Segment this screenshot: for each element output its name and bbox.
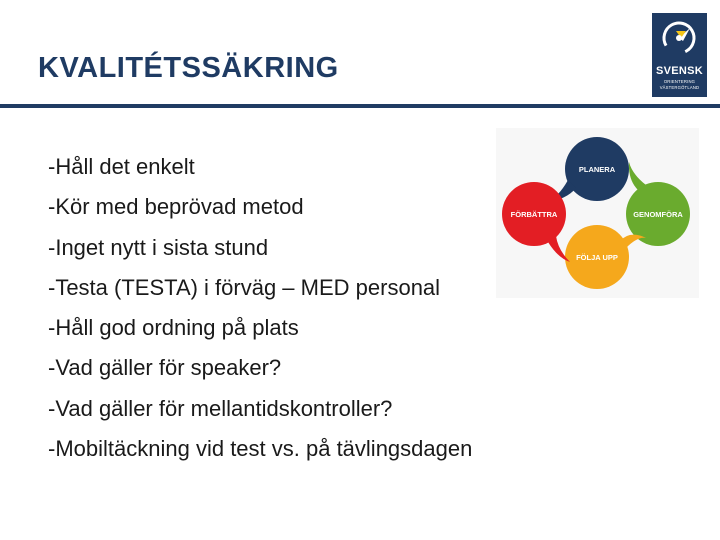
bullet-item: -Håll god ordning på plats xyxy=(48,315,299,341)
slide-title: KVALITÉTSSÄKRING xyxy=(38,52,339,84)
bullet-item: -Mobiltäckning vid test vs. på tävlingsdagen xyxy=(48,436,473,462)
stage-label-folja-upp: FÖLJA UPP xyxy=(576,253,618,262)
stage-label-forbattra: FÖRBÄTTRA xyxy=(510,210,558,219)
svensk-orientering-logo xyxy=(652,13,707,97)
pdca-cycle-diagram xyxy=(496,128,699,298)
stage-label-planera: PLANERA xyxy=(578,165,616,174)
bullet-item: -Håll det enkelt xyxy=(48,154,195,179)
bullet-list xyxy=(48,147,472,469)
bullet-item: -Testa (TESTA) i förväg – MED personal xyxy=(48,274,441,300)
bullet-item: -Vad gäller för mellantidskontroller? xyxy=(48,395,393,421)
bullet-item: -Inget nytt i sista stund xyxy=(48,234,269,260)
bullet-item: -Kör med beprövad metod xyxy=(48,194,304,220)
title-divider xyxy=(0,104,720,108)
compass-icon xyxy=(652,13,707,65)
stage-genomfora xyxy=(626,162,690,246)
stage-label-genomfora: GENOMFÖRA xyxy=(633,210,683,219)
logo-name: SVENSK xyxy=(655,65,704,77)
bullet-item: -Vad gäller för speaker? xyxy=(48,355,282,381)
logo-line-3: VÄSTERGÖTLAND xyxy=(659,85,700,90)
stage-planera xyxy=(546,137,629,202)
logo-line-2: ORIENTERING xyxy=(663,79,696,84)
